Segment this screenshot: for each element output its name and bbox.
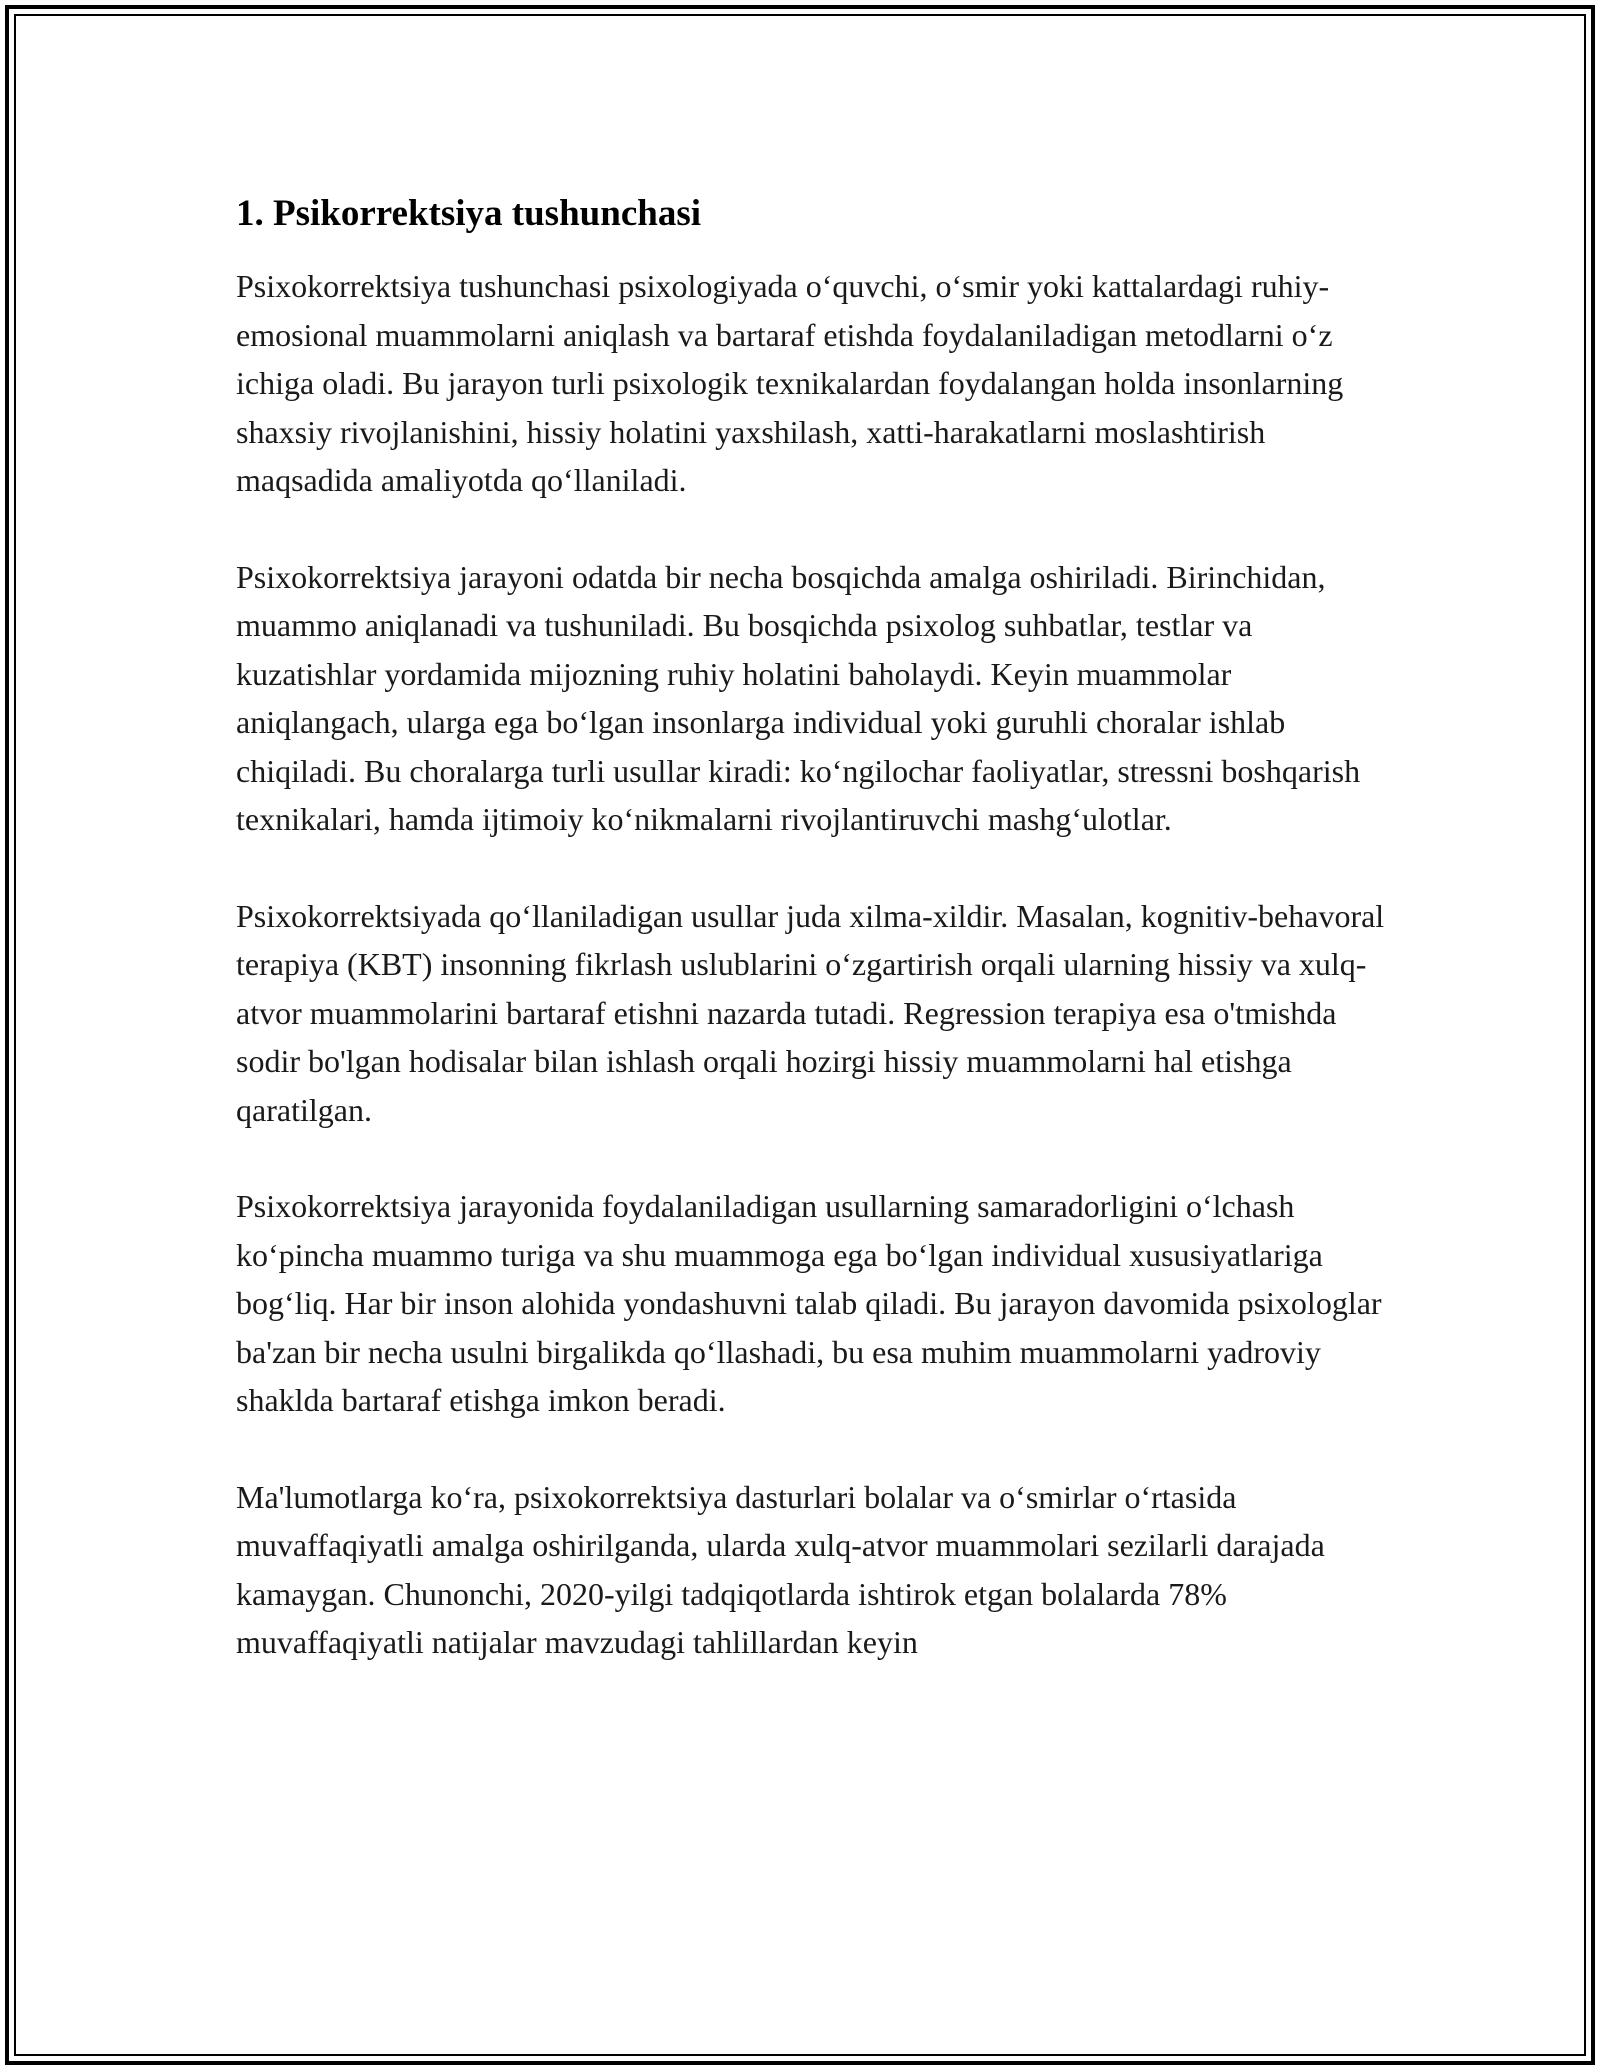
- paragraph-2: Psixokorrektsiya jarayoni odatda bir necha bosqichda amalga oshiriladi. Birinchidan, muammo aniqlanadi va tushuniladi. Bu bosqichda psixolog suhbatlar, testlar va kuzatishlar yordamida mijozning ruhiy holatini baholaydi. Keyin muammolar aniqlangach, ularga ega boʻlgan insonlarga individual yoki guruhli choralar ishlab chiqiladi. Bu choralarga turli usullar kiradi: koʻngilochar faoliyatlar, stressni boshqarish texnikalari, hamda ijtimoiy koʻnikmalarni rivojlantiruvchi mashgʻulotlar.: [236, 558, 1361, 837]
- paragraph-1: Psixokorrektsiya tushunchasi psixologiyada oʻquvchi, oʻsmir yoki kattalardagi ruhiy-emosional muammolarni aniqlash va bartaraf etishda foydalaniladigan metodlarni oʻz ichiga oladi. Bu jarayon turli psixologik texnikalardan foydalangan holda insonlarning shaxsiy rivojlanishini, hissiy holatini yaxshilash, xatti-harakatlarni moslashtirish maqsadida amaliyotda qoʻllaniladi.: [236, 268, 1344, 498]
- paragraph-3: Psixokorrektsiyada qoʻllaniladigan usullar juda xilma-xildir. Masalan, kognitiv-behavoral terapiya (KBT) insonning fikrlash uslublarini oʻzgartirish orqali ularning hissiy va xulq-atvor muammolarini bartaraf etishni nazarda tutadi. Regression terapiya esa o'tmishda sodir bo'lgan hodisalar bilan ishlash orqali hozirgi hissiy muammolarni hal etishga qaratilgan.: [236, 897, 1385, 1128]
- document-body: [236, 186, 1386, 1715]
- paragraph-4: Psixokorrektsiya jarayonida foydalaniladigan usullarning samaradorligini oʻlchash koʻpincha muammo turiga va shu muammoga ega boʻlgan individual xususiyatlariga bogʻliq. Har bir inson alohida yondashuvni talab qiladi. Bu jarayon davomida psixologlar ba'zan bir necha usulni birgalikda qoʻllashadi, bu esa muhim muammolarni yadroviy shaklda bartaraf etishga imkon beradi.: [236, 1188, 1382, 1418]
- section-heading: 1. Psikorrektsiya tushunchasi: [236, 193, 701, 234]
- paragraph-5: Ma'lumotlarga koʻra, psixokorrektsiya dasturlari bolalar va oʻsmirlar oʻrtasida muvaffaqiyatli amalga oshirilganda, ularda xulq-atvor muammolari sezilarli darajada kamaygan. Chunonchi, 2020-yilgi tadqiqotlarda ishtirok etgan bolalarda 78% muvaffaqiyatli natijalar mavzudagi tahlillardan keyin: [236, 1478, 1325, 1660]
